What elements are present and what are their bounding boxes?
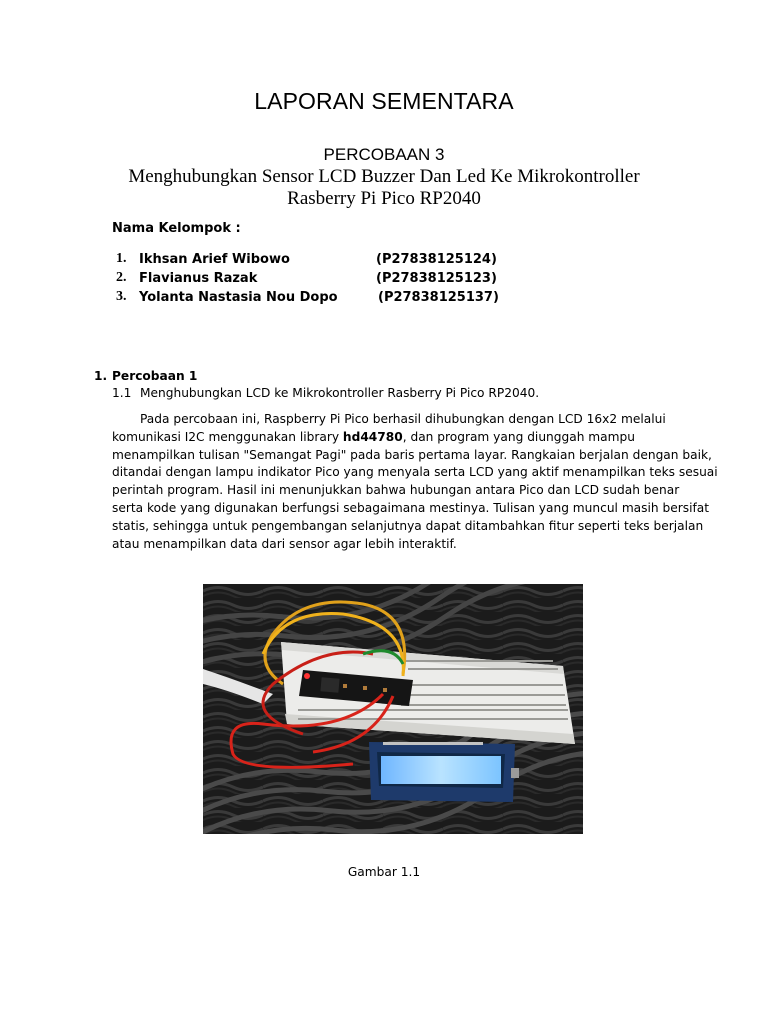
experiment-heading-line-2: Rasberry Pi Pico RP2040 — [287, 188, 481, 209]
indicator-led-icon — [304, 673, 310, 679]
paragraph-line: atau menampilkan data dari sensor agar lebih interaktif. — [112, 536, 457, 551]
subsection-number: 1.1 — [112, 386, 132, 400]
paragraph-line: statis, sehingga untuk pengembangan selanjutnya dapat ditambahkan fitur seperti teks berjalan — [112, 518, 704, 533]
circuit-photo — [203, 584, 583, 834]
body-paragraph — [112, 411, 718, 553]
paragraph-line — [112, 429, 678, 447]
member-number: 3. — [116, 289, 127, 304]
lcd-pins — [383, 742, 483, 745]
paragraph-text: , dan program yang diunggah mampu — [402, 429, 635, 444]
group-label: Nama Kelompok : — [112, 221, 241, 236]
member-name: Ikhsan Arief Wibowo — [139, 252, 290, 267]
library-name: hd44780 — [342, 429, 403, 444]
experiment-heading-line-1: Menghubungkan Sensor LCD Buzzer Dan Led Ke Mikrokontroller — [128, 166, 640, 187]
section-title: Percobaan 1 — [112, 369, 198, 383]
member-number: 1. — [116, 251, 127, 266]
member-id: (P27838125124) — [376, 252, 497, 267]
circuit-photo-illustration — [203, 584, 583, 834]
member-id: (P27838125137) — [378, 290, 499, 305]
paragraph-line: menampilkan tulisan "Semangat Pagi" pada baris pertama layar. Rangkaian berjalan dengan baik, — [112, 447, 712, 462]
section-number: 1. — [94, 369, 108, 383]
lcd-screen — [381, 756, 501, 784]
report-title: LAPORAN SEMENTARA — [254, 88, 514, 114]
experiment-label: PERCOBAAN 3 — [323, 145, 445, 164]
subsection-title: Menghubungkan LCD ke Mikrokontroller Rasberry Pi Pico RP2040. — [140, 386, 540, 400]
member-name: Yolanta Nastasia Nou Dopo — [139, 290, 338, 305]
paragraph-line: ditandai dengan lampu indikator Pico yang menyala serta LCD yang aktif menampilkan teks sesuai — [112, 465, 718, 480]
member-id: (P27838125123) — [376, 271, 497, 286]
paragraph-line: perintah program. Hasil ini menunjukkan bahwa hubungan antara Pico dan LCD sudah benar — [112, 483, 680, 498]
figure-caption: Gambar 1.1 — [347, 865, 421, 879]
member-name: Flavianus Razak — [139, 271, 258, 286]
paragraph-line: serta kode yang digunakan berfungsi sebagaimana mestinya. Tulisan yang muncul masih bersifat — [112, 500, 710, 515]
paragraph-line: Pada percobaan ini, Raspberry Pi Pico berhasil dihubungkan dengan LCD 16x2 melalui — [140, 412, 666, 426]
member-number: 2. — [116, 270, 127, 285]
paragraph-text: komunikasi I2C menggunakan library — [112, 429, 343, 444]
